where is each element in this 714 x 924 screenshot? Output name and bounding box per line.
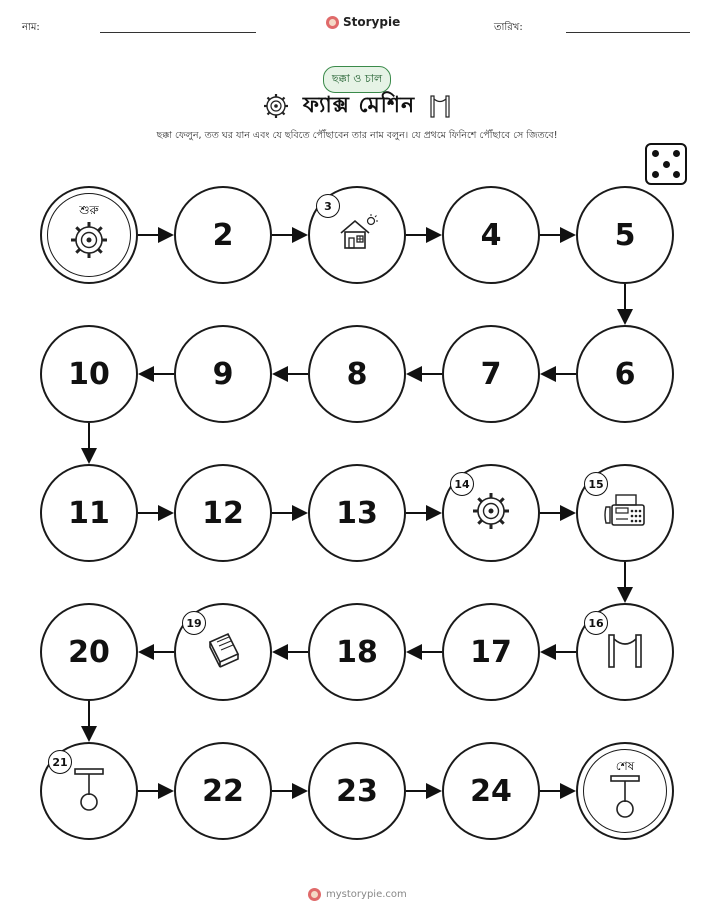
start-space <box>40 186 138 284</box>
storypie-logo-icon <box>308 888 321 901</box>
board-space-2 <box>174 186 272 284</box>
space-number: 10 <box>68 356 110 392</box>
board-space-6 <box>576 325 674 423</box>
footer-url[interactable]: mystorypie.com <box>326 889 407 900</box>
space-number: 9 <box>212 356 234 392</box>
board-space-15 <box>576 464 674 562</box>
board-space-14 <box>442 464 540 562</box>
board-space-5 <box>576 186 674 284</box>
space-number: 20 <box>68 634 110 670</box>
board-space-7 <box>442 325 540 423</box>
house-icon <box>335 213 379 257</box>
board-space-4 <box>442 186 540 284</box>
finish-label: শেষ <box>615 759 635 773</box>
category-pill: ছক্কা ও চাল <box>323 66 391 93</box>
space-number: 11 <box>68 495 110 531</box>
board-space-12 <box>174 464 272 562</box>
space-number: 7 <box>480 356 502 392</box>
space-number: 6 <box>614 356 636 392</box>
name-label: নাম: <box>22 22 40 33</box>
page-title: ফ্যাক্স মেশিন <box>302 92 416 118</box>
space-number-badge: 14 <box>450 472 474 496</box>
space-number: 22 <box>202 773 244 809</box>
space-number: 8 <box>346 356 368 392</box>
space-number: 2 <box>212 217 234 253</box>
finish-space <box>576 742 674 840</box>
space-number-badge: 16 <box>584 611 608 635</box>
space-number: 17 <box>470 634 512 670</box>
board-space-17 <box>442 603 540 701</box>
board-space-20 <box>40 603 138 701</box>
board-space-23 <box>308 742 406 840</box>
brand-name: Storypie <box>343 15 401 29</box>
space-number-badge: 19 <box>182 611 206 635</box>
board-space-8 <box>308 325 406 423</box>
board-space-18 <box>308 603 406 701</box>
start-label: শুরু <box>79 203 99 217</box>
board-space-13 <box>308 464 406 562</box>
fax-machine-icon <box>602 491 648 535</box>
space-number: 4 <box>480 217 502 253</box>
space-number-badge: 3 <box>316 194 340 218</box>
board-space-3 <box>308 186 406 284</box>
board-space-19 <box>174 603 272 701</box>
space-number-badge: 15 <box>584 472 608 496</box>
board-space-24 <box>442 742 540 840</box>
board-space-16 <box>576 603 674 701</box>
book-icon <box>202 630 244 674</box>
space-number: 12 <box>202 495 244 531</box>
gear-icon <box>471 491 511 535</box>
board-space-11 <box>40 464 138 562</box>
board-space-22 <box>174 742 272 840</box>
board-space-10 <box>40 325 138 423</box>
space-number: 24 <box>470 773 512 809</box>
space-number: 23 <box>336 773 378 809</box>
space-number-badge: 21 <box>48 750 72 774</box>
footer <box>308 888 407 901</box>
space-number: 18 <box>336 634 378 670</box>
pendulum-icon <box>69 765 109 817</box>
board-space-21 <box>40 742 138 840</box>
instructions: ছক্কা ফেলুন, তত ঘর যান এবং যে ছবিতে পৌঁছাবেন তার নাম বলুন। যে প্রথমে ফিনিশে পৌঁছাবে সে জিতবে! <box>156 130 558 141</box>
board-space-9 <box>174 325 272 423</box>
space-number: 5 <box>614 217 636 253</box>
space-number: 13 <box>336 495 378 531</box>
date-label: তারিখ: <box>494 22 523 33</box>
rope-barrier-icon <box>605 629 645 675</box>
